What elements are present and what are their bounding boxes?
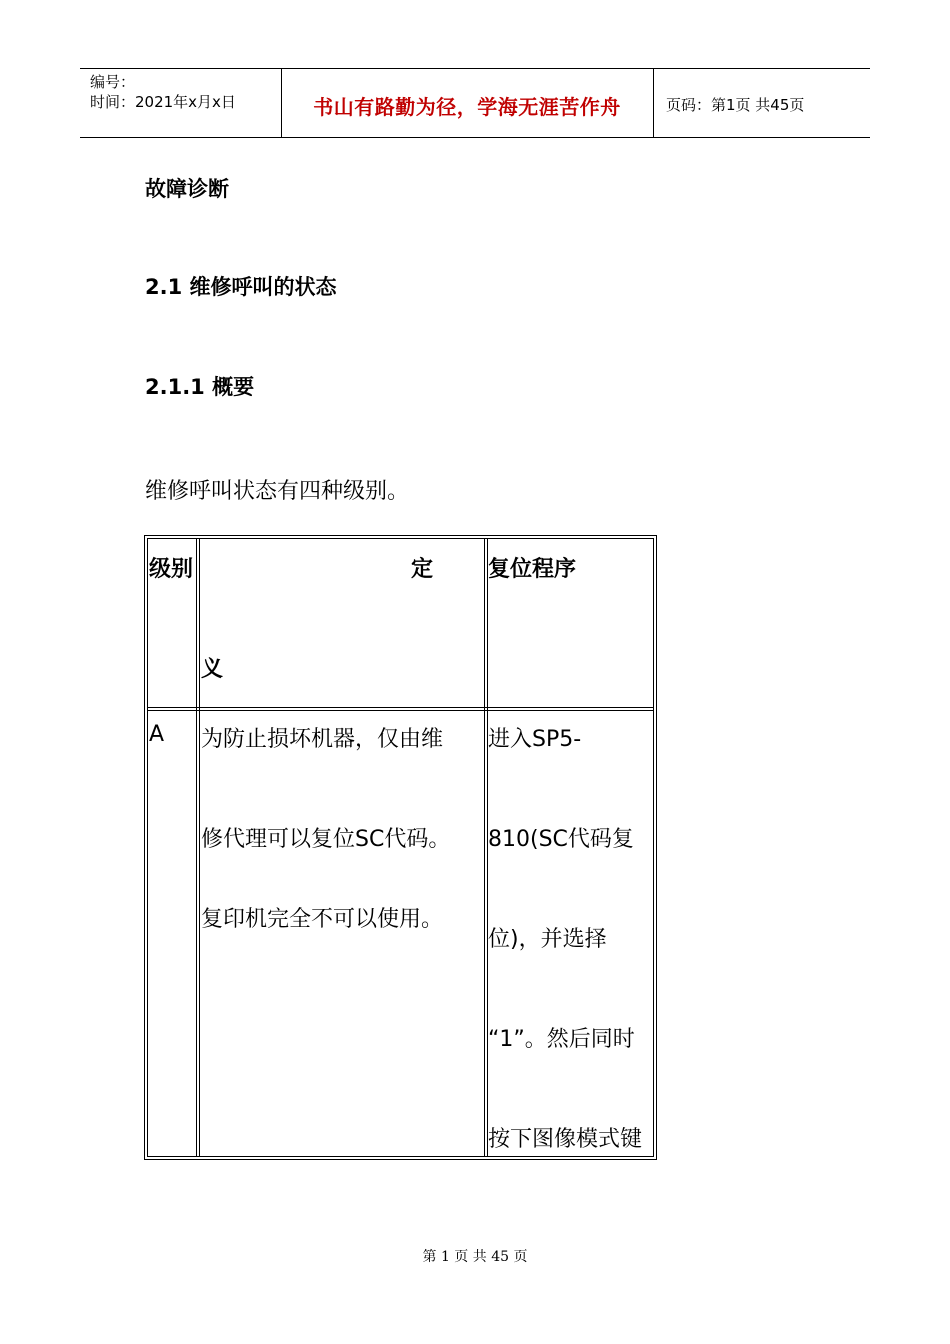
table-header-definition: 定 [411, 557, 434, 582]
table-cell-reset-line: 按下图像模式键 [488, 1127, 643, 1152]
table-cell-reset-line: 位)，并选择 [488, 927, 607, 952]
table-cell-reset-line: “1”。然后同时 [488, 1027, 635, 1052]
table-cell-reset-line: 进入SP5- [488, 727, 582, 752]
table-cell-definition-line: 为防止损坏机器，仅由维 [201, 727, 444, 752]
document-number: 编号： [90, 73, 136, 91]
table-cell-level: A [149, 722, 165, 747]
table-header-definition-continued: 义 [201, 657, 224, 682]
service-call-levels-table [144, 535, 657, 1160]
table-cell-definition-line: 修代理可以复位SC代码。 [201, 827, 451, 852]
column-divider [196, 539, 197, 1156]
document-title: 故障诊断 [145, 177, 229, 201]
header-row-divider [148, 710, 653, 711]
column-divider [484, 539, 485, 1156]
header-motto: 书山有路勤为径，学海无涯苦作舟 [313, 95, 621, 119]
table-cell-definition-line: 复印机完全不可以使用。 [201, 907, 444, 932]
header-page-info: 页码：第1页 共45页 [666, 96, 805, 114]
subsection-heading: 2.1.1 概要 [145, 375, 255, 399]
table-header-level: 级别 [149, 557, 194, 582]
table-header-reset: 复位程序 [488, 557, 577, 582]
intro-paragraph: 维修呼叫状态有四种级别。 [145, 479, 410, 504]
header-middle-cell [281, 69, 654, 137]
table-cell-reset-line: 810(SC代码复 [488, 827, 634, 852]
header-left-cell [80, 69, 282, 137]
column-divider [199, 539, 200, 1156]
document-date: 时间：2021年x月x日 [90, 93, 236, 111]
header-right-cell [654, 69, 870, 137]
page-header [80, 68, 870, 138]
page-footer: 第 1 页 共 45 页 [422, 1249, 528, 1265]
header-row-divider [148, 707, 653, 708]
section-heading: 2.1 维修呼叫的状态 [145, 275, 337, 299]
